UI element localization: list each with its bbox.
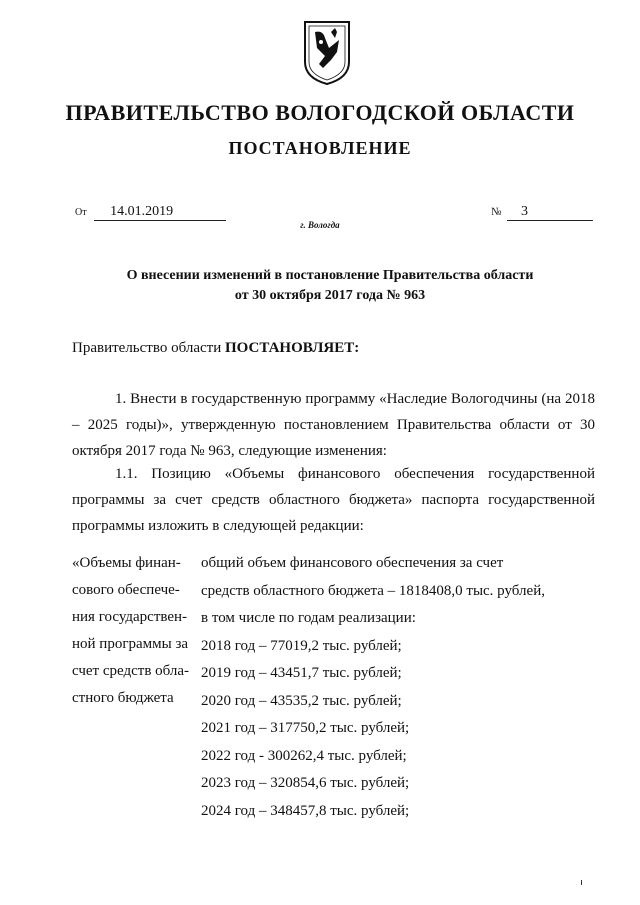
right-line: в том числе по годам реализации: (201, 610, 416, 626)
left-line: сового обеспече- (72, 582, 180, 598)
right-line: 2022 год - 300262,4 тыс. рублей; (201, 747, 407, 764)
city-label: г. Вологда (300, 220, 340, 230)
table-left-column (72, 550, 197, 712)
organization-title: ПРАВИТЕЛЬСТВО ВОЛОГОДСКОЙ ОБЛАСТИ (65, 100, 575, 125)
number-row (491, 204, 593, 221)
subject-line-1: О внесении изменений в постановление Правительства области (126, 268, 534, 283)
right-line: 2023 год – 320854,6 тыс. рублей; (201, 775, 410, 791)
date-prefix: От (75, 207, 87, 218)
paragraph-2: 1.1. Позицию «Объемы финансового обеспечения государственной программы за счет средств областного бюджета» паспорта государственной программы изложить в следующей редакции: (72, 466, 595, 534)
left-line: ния государствен- (72, 609, 188, 625)
right-line: 2020 год – 43535,2 тыс. рублей; (201, 692, 402, 709)
preamble (72, 340, 359, 357)
right-line: 2019 год – 43451,7 тыс. рублей; (201, 665, 402, 681)
date-row (75, 204, 226, 221)
right-line: 2024 год – 348457,8 тыс. рублей; (201, 802, 410, 819)
document-subject (70, 266, 590, 306)
left-line: «Объемы финан- (72, 555, 181, 571)
left-line: стного бюджета (72, 690, 174, 706)
coat-of-arms-icon (301, 18, 353, 86)
paragraph-1: 1. Внести в государственную программу «Наследие Вологодчины (на 2018 – 2025 годы)», утвержденную постановлением Правительства области от 30 октября 2017 года № 963, следующие изменения: (72, 391, 595, 459)
preamble-text: Правительство области (72, 340, 225, 356)
right-line: 2018 год – 77019,2 тыс. рублей; (201, 637, 402, 654)
right-line: средств областного бюджета – 1818408,0 тыс. рублей, (201, 582, 545, 599)
right-line: 2021 год – 317750,2 тыс. рублей; (201, 720, 410, 736)
left-line: ной программы за (72, 636, 189, 652)
left-line: счет средств обла- (72, 663, 190, 679)
document-type: ПОСТАНОВЛЕНИЕ (228, 138, 412, 158)
scan-mark (581, 880, 582, 885)
subject-line-2: от 30 октября 2017 года № 963 (234, 288, 426, 303)
document-date: 14.01.2019 (94, 204, 226, 221)
number-prefix: № (491, 206, 502, 218)
preamble-emphasis: ПОСТАНОВЛЯЕТ: (224, 340, 360, 356)
table-right-column (201, 550, 601, 825)
document-number: 3 (507, 204, 593, 221)
right-line: общий объем финансового обеспечения за счет (201, 555, 504, 571)
